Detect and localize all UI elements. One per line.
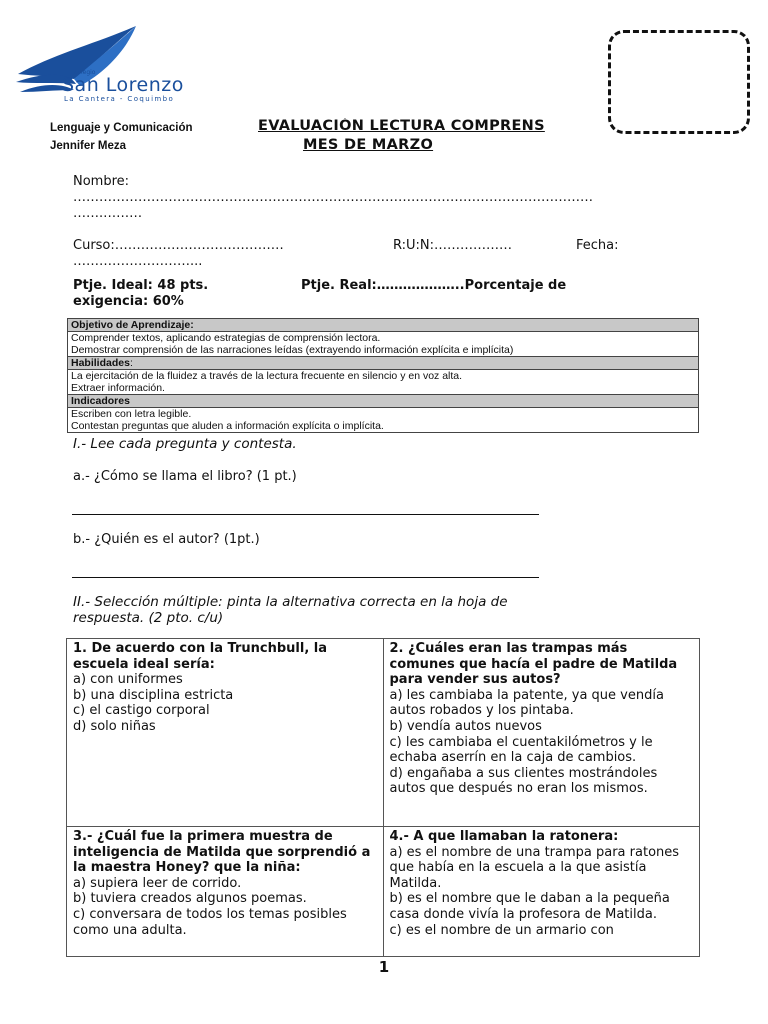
- option-1a[interactable]: a) con uniformes: [73, 672, 183, 688]
- skills-header: [68, 357, 699, 370]
- question-b: b.- ¿Quién es el autor? (1pt.): [73, 532, 260, 547]
- option-3a[interactable]: a) supiera leer de corrido.: [73, 875, 242, 891]
- ideal-score: Ptje. Ideal: 48 pts.: [73, 278, 209, 293]
- indicator-line: Escriben con letra legible.: [71, 408, 192, 420]
- question-cell-2: [383, 639, 700, 827]
- option-2c[interactable]: c) les cambiaba el cuentakilómetros y le echaba aserrín en la caja de cambios.: [389, 734, 653, 766]
- skills-header-colon: :: [129, 357, 133, 369]
- objective-line: Comprender textos, aplicando estrategias de comprensión lectora.: [71, 332, 381, 344]
- option-1b[interactable]: b) una disciplina estricta: [73, 687, 234, 703]
- question-cell-3: [67, 827, 384, 957]
- option-4a[interactable]: a) es el nombre de una trampa para ratones que había en la escuela a la que asistía Matilda.: [389, 844, 680, 891]
- name-label: Nombre:: [73, 174, 130, 189]
- grade-stamp-box: [608, 30, 750, 134]
- page-number: 1: [378, 958, 390, 976]
- objective-content: [68, 332, 699, 357]
- answer-line-b[interactable]: [72, 577, 539, 578]
- question-4-clip: [390, 829, 694, 953]
- real-score: Ptje. Real:………………..Porcentaje de: [301, 278, 567, 293]
- skills-header-label: Habilidades: [71, 357, 130, 369]
- option-1d[interactable]: d) solo niñas: [73, 718, 156, 734]
- skill-line: Extraer información.: [71, 382, 165, 394]
- question-cell-4: [383, 827, 700, 957]
- logo-name: San Lorenzo: [62, 74, 184, 96]
- objective-line: Demostrar comprensión de las narraciones leídas (extrayendo información explícita e implícita): [71, 344, 514, 356]
- indicators-header: Indicadores: [68, 395, 699, 408]
- option-3b[interactable]: b) tuviera creados algunos poemas.: [73, 891, 307, 907]
- section-2-heading-line2: respuesta. (2 pto. c/u): [73, 610, 224, 626]
- option-2a[interactable]: a) les cambiaba la patente, ya que vendía autos robados y los pintaba.: [389, 687, 664, 719]
- logo-location: La Cantera - Coquimbo: [64, 95, 175, 103]
- section-1-heading: I.- Lee cada pregunta y contesta.: [73, 436, 297, 452]
- indicator-line: Contestan preguntas que aluden a información explícita o implícita.: [71, 420, 384, 432]
- name-field-continued[interactable]: …….………: [73, 206, 143, 221]
- subject-label: Lenguaje y Comunicación: [50, 122, 193, 134]
- teacher-label: Jennifer Meza: [50, 140, 127, 152]
- objective-header: Objetivo de Aprendizaje:: [68, 319, 699, 332]
- question-1-text: 1. De acuerdo con la Trunchbull, la escuela ideal sería:: [73, 641, 328, 672]
- question-2-text: 2. ¿Cuáles eran las trampas más comunes que hacía el padre de Matilda para vender sus autos?: [389, 641, 678, 688]
- page-title: EVALUACIÓN LECTURA COMPRENS: [258, 118, 545, 134]
- question-a: a.- ¿Cómo se llama el libro? (1 pt.): [73, 469, 297, 484]
- option-1c[interactable]: c) el castigo corporal: [73, 703, 210, 719]
- multiple-choice-table: [66, 638, 700, 957]
- option-3c[interactable]: c) conversara de todos los temas posibles como una adulta.: [73, 906, 347, 938]
- question-cell-1: [67, 639, 384, 827]
- skill-line: La ejercitación de la fluidez a través de la lectura frecuente en silencio y en voz alta.: [71, 370, 463, 382]
- run-field[interactable]: R:U:N:………………: [393, 238, 513, 253]
- option-4b[interactable]: b) es el nombre que le daban a la pequeña casa donde vivía la profesora de Matilda.: [389, 891, 670, 922]
- option-2d[interactable]: d) engañaba a sus clientes mostrándoles autos que después no eran los mismos.: [389, 765, 658, 797]
- course-field[interactable]: Curso:…………………………………: [73, 238, 284, 253]
- exigencia-label: exigencia: 60%: [73, 294, 184, 309]
- question-3-text: 3.- ¿Cuál fue la primera muestra de inteligencia de Matilda que sorprendió a la maestra Honey? que la niña:: [73, 829, 371, 876]
- option-2b[interactable]: b) vendía autos nuevos: [389, 718, 542, 734]
- date-label: Fecha:: [576, 238, 619, 253]
- page-subtitle: MES DE MARZO: [303, 137, 434, 153]
- question-3-clip: [73, 829, 377, 953]
- logo-small-text: colegio: [74, 69, 96, 76]
- option-4c[interactable]: c) es el nombre de un armario con: [389, 922, 614, 938]
- section-2-heading: II.- Selección múltiple: pinta la alternativa correcta en la hoja de: [73, 594, 508, 610]
- question-4-text: 4.- A que llamaban la ratonera:: [389, 829, 619, 844]
- indicators-content: [68, 408, 699, 433]
- name-field[interactable]: …………………………………………………………………………………………………………: [73, 190, 593, 205]
- date-field[interactable]: ………………………...: [73, 254, 203, 269]
- answer-line-a[interactable]: [72, 514, 539, 515]
- objectives-table: [67, 318, 699, 433]
- skills-content: [68, 370, 699, 395]
